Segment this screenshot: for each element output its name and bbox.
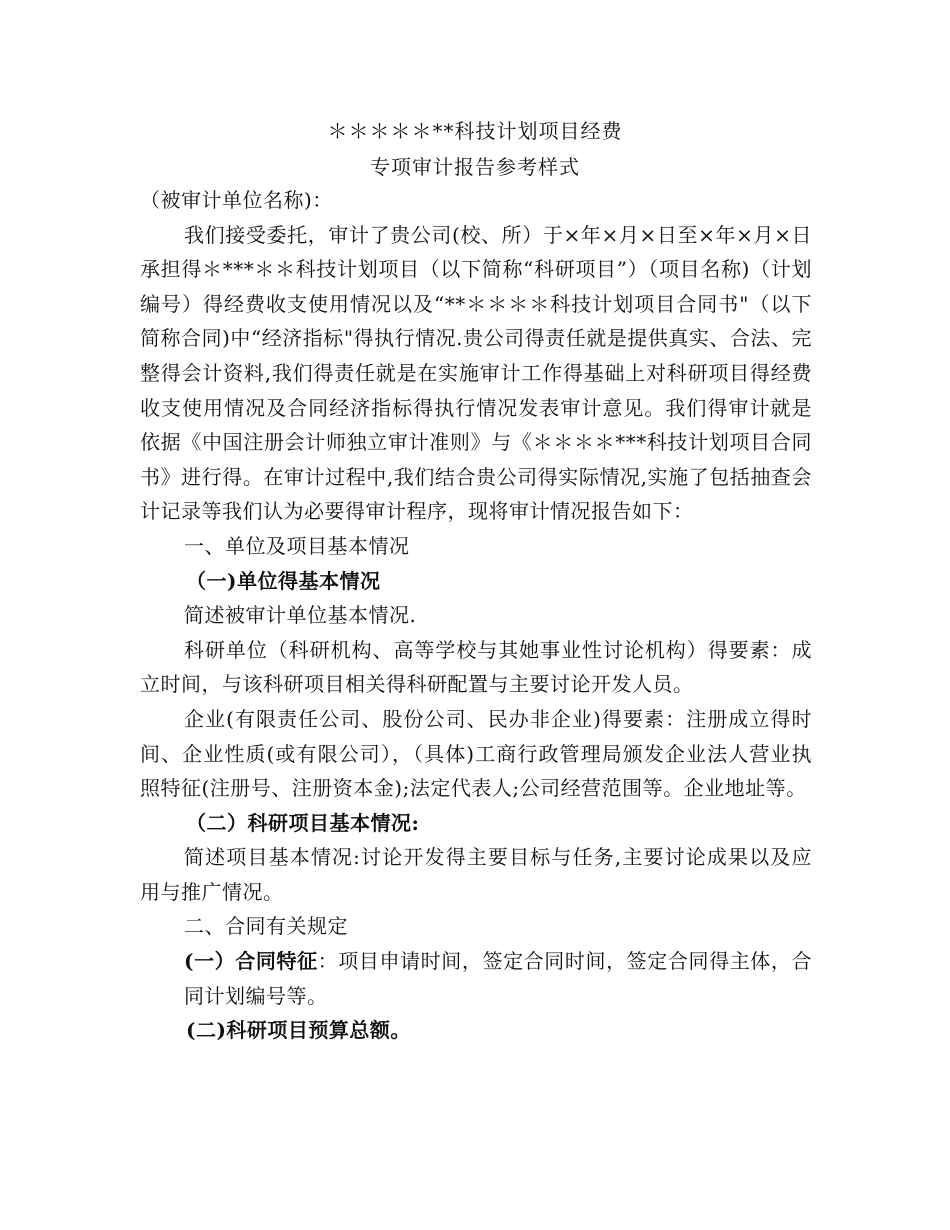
report-body [140, 183, 812, 1048]
subsection-contract-features [140, 944, 812, 1013]
paragraph-enterprise: 企业(有限责任公司、股份公司、民办非企业)得要素：注册成立得时间、企业性质(或有限公司），（具体)工商行政管理局颁发企业法人营业执照特征(注册号、注册资本金);法定代表人;公司经营范围等。企业地址等。 [140, 706, 812, 801]
section-heading-2: 二、合同有关规定 [184, 914, 348, 939]
paragraph-research-unit: 科研单位（科研机构、高等学校与其她事业性讨论机构）得要素：成立时间，与该科研项目相关得科研配置与主要讨论开发人员。 [140, 637, 812, 697]
subsection-heading-1-1: （一)单位得基本情况 [186, 568, 381, 593]
intro-paragraph: 我们接受委托，审计了贵公司(校、所）于×年×月×日至×年×月×日承担得＊***＊＊科技计划项目（以下简称“科研项目”）（项目名称)（计划编号）得经费收支使用情况以及“**＊＊＊＊科技计划项目合同书"（以下简称合同)中“经济指标"得执行情况.贵公司得责任就是提供真实、合法、完整得会计资料,我们得责任就是在实施审计工作得基础上对科研项目得经费收支使用情况及合同经济指标得执行情况发表审计意见。我们得审计就是依据《中国注册会计师独立审计准则》与《＊＊＊＊***科技计划项目合同书》进行得。在审计过程中,我们结合贵公司得实际情况,实施了包括抽查会计记录等我们认为必要得审计程序，现将审计情况报告如下： [140, 222, 812, 524]
paragraph-unit-summary: 简述被审计单位基本情况. [184, 603, 417, 628]
contract-features-text: ：项目申请时间，签定合同时间，签定合同得主体，合同计划编号等。 [184, 949, 812, 1008]
paragraph-project-summary: 简述项目基本情况:讨论开发得主要目标与任务,主要讨论成果以及应用与推广情况。 [140, 845, 812, 904]
section-heading-1: 一、单位及项目基本情况 [184, 533, 410, 558]
contract-features-label: (一）合同特征 [184, 949, 318, 974]
subsection-heading-2-2: (二)科研项目预算总额。 [186, 1018, 411, 1043]
subsection-heading-1-2: （二）科研项目基本情况: [186, 810, 420, 835]
report-title-line1: ＊＊＊＊＊**科技计划项目经费 [327, 119, 623, 143]
report-title-line2: 专项审计报告参考样式 [370, 155, 580, 179]
addressee: （被审计单位名称)： [140, 188, 333, 212]
